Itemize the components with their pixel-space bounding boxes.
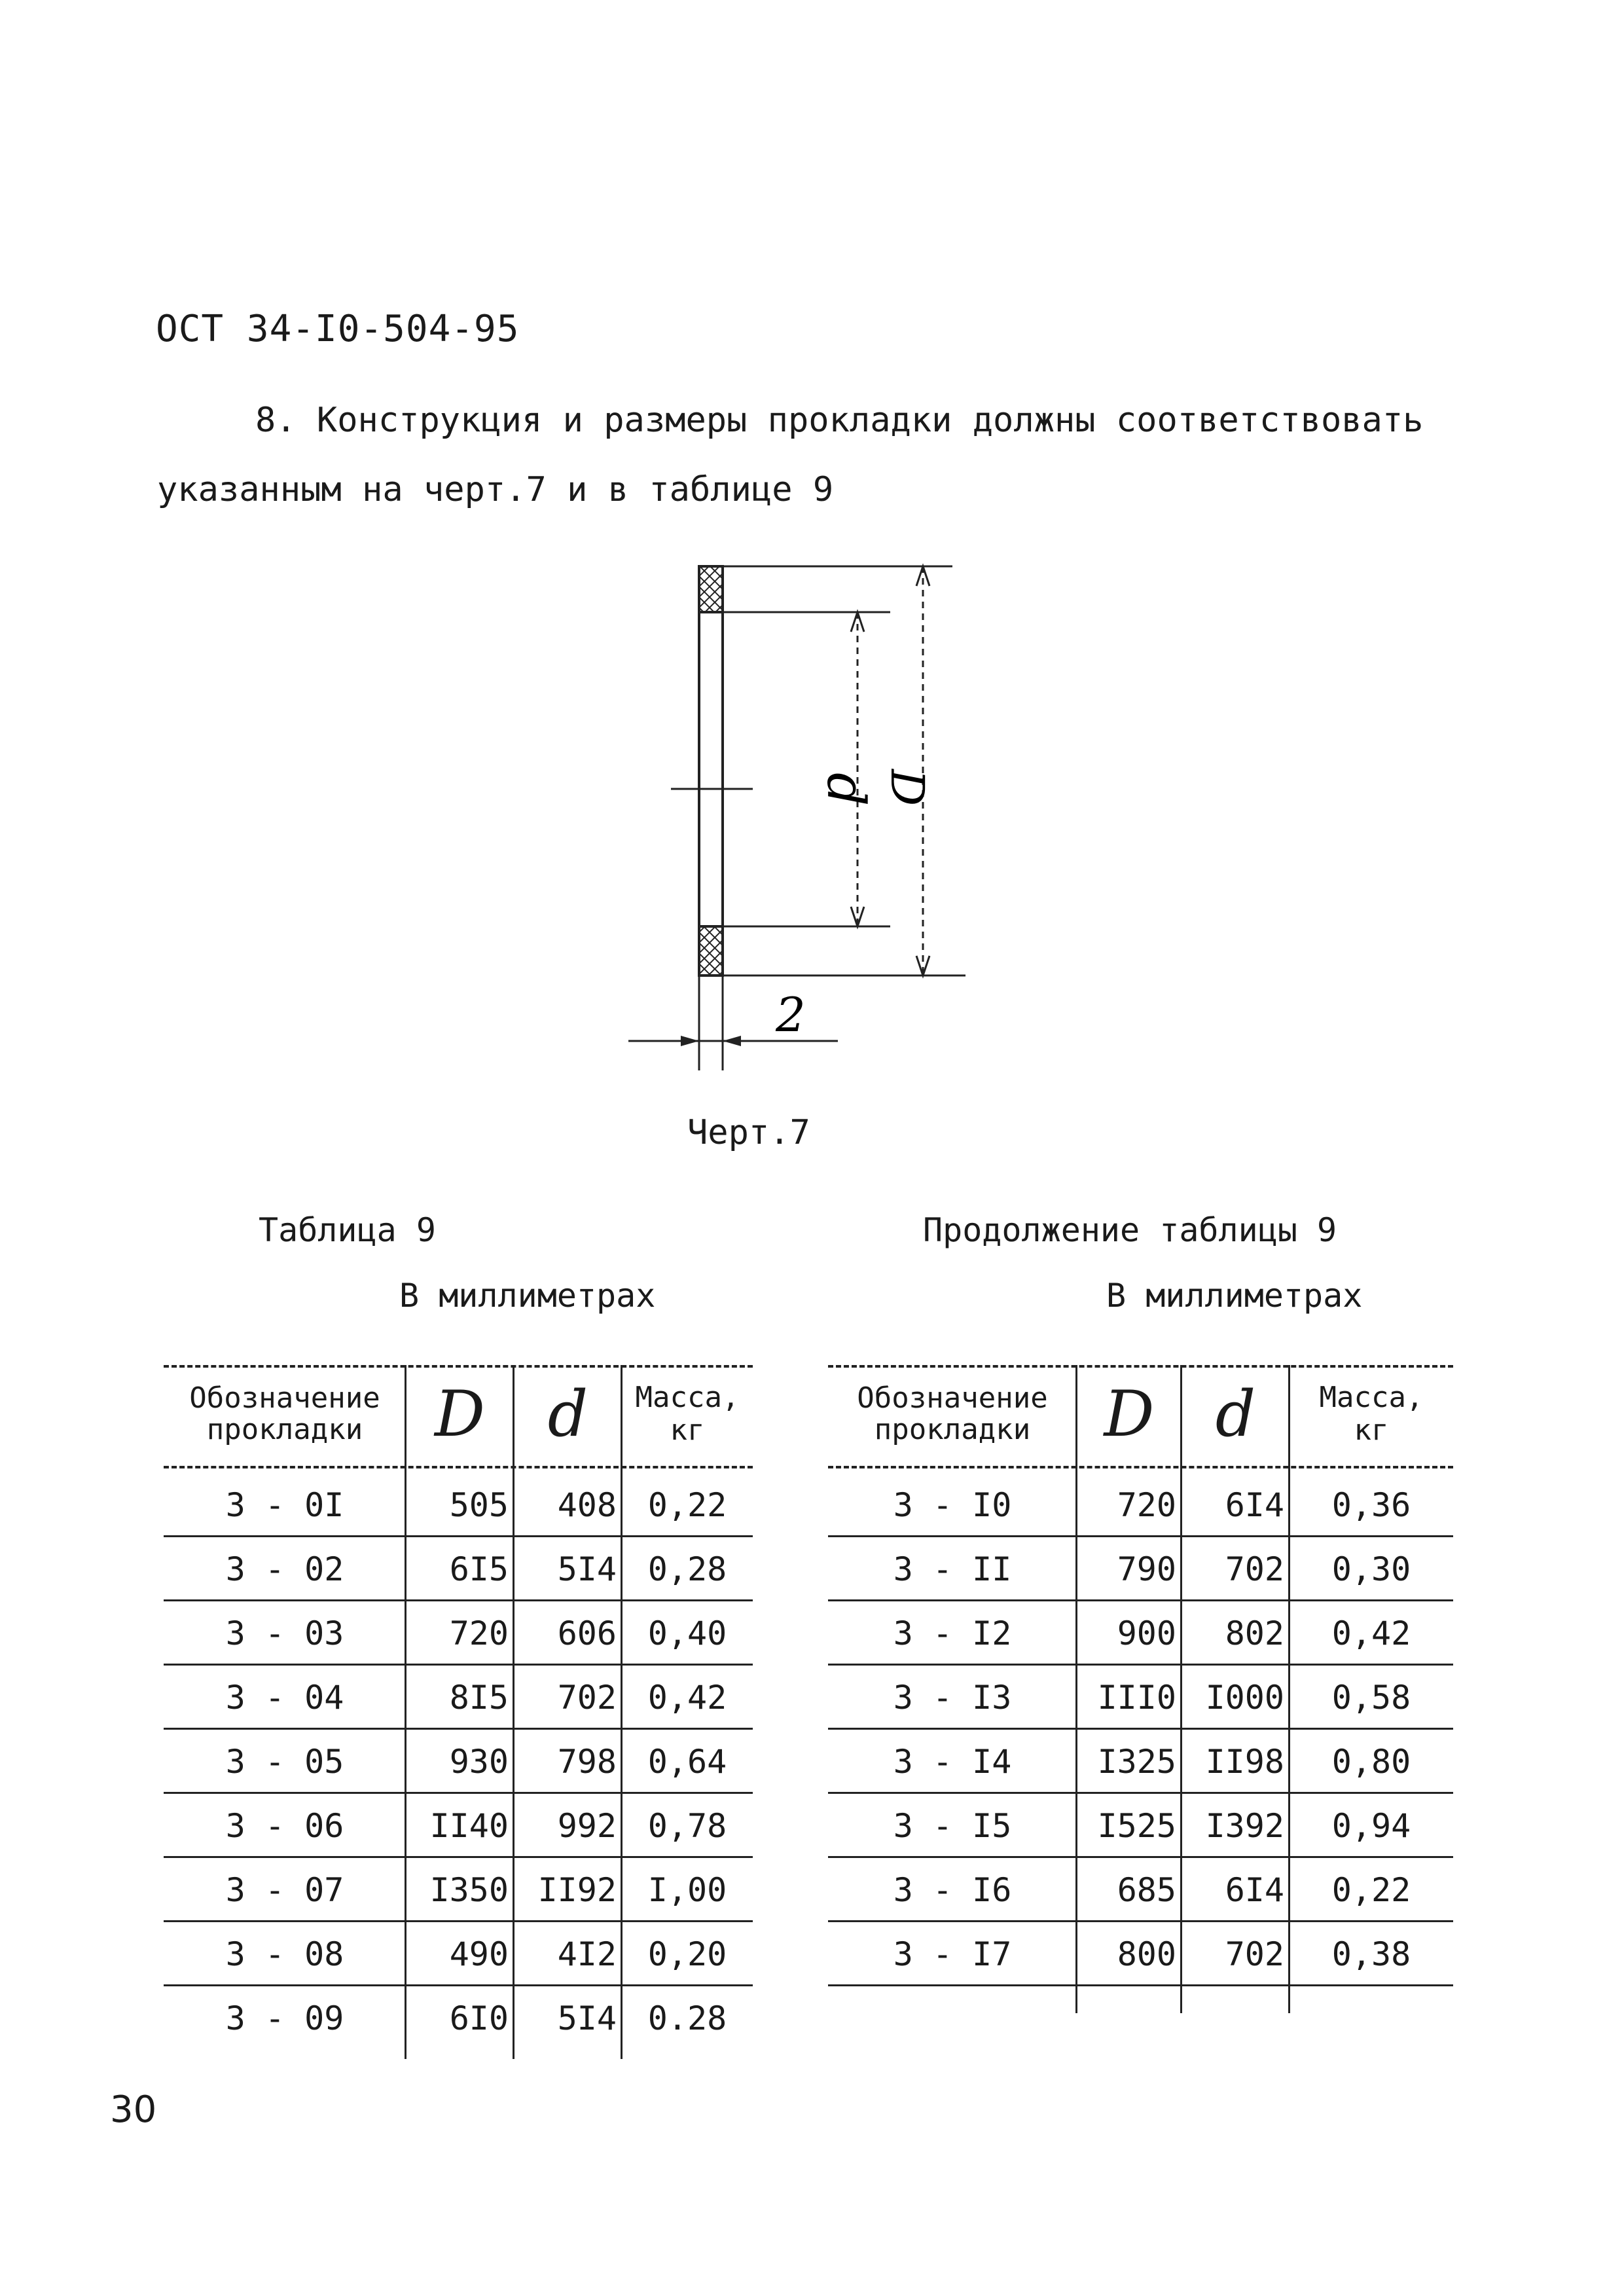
cell-D: I325 bbox=[1097, 1743, 1176, 1781]
cell-designation: 3 - I7 bbox=[893, 1935, 1012, 1973]
table-row bbox=[164, 1858, 753, 1922]
cell-D: 720 bbox=[1117, 1486, 1176, 1524]
cell-D: 505 bbox=[449, 1486, 509, 1524]
cell-mass: 0,42 bbox=[647, 1679, 727, 1717]
page-number: 30 bbox=[110, 2088, 157, 2131]
cell-designation: 3 - 0I bbox=[225, 1486, 344, 1524]
cell-designation: 3 - 03 bbox=[225, 1614, 344, 1652]
table-row bbox=[828, 1537, 1453, 1601]
table-row bbox=[164, 1986, 753, 2050]
table-row bbox=[164, 1730, 753, 1794]
cell-d: 702 bbox=[1225, 1550, 1284, 1588]
cell-d: 5I4 bbox=[557, 1999, 617, 2037]
header-d: d bbox=[1215, 1377, 1256, 1451]
cell-d: 702 bbox=[1225, 1935, 1284, 1973]
cell-d: 5I4 bbox=[557, 1550, 617, 1588]
cell-d: 6I4 bbox=[1225, 1486, 1284, 1524]
header-mass: Масса, кг bbox=[635, 1381, 740, 1447]
cell-d: 4I2 bbox=[557, 1935, 617, 1973]
cell-designation: 3 - 07 bbox=[225, 1871, 344, 1909]
cell-d: 798 bbox=[557, 1743, 617, 1781]
cell-designation: 3 - I6 bbox=[893, 1871, 1012, 1909]
table-row bbox=[828, 1794, 1453, 1858]
table-left-title: Таблица 9 bbox=[259, 1211, 436, 1249]
cell-mass: 0.28 bbox=[647, 1999, 727, 2037]
paragraph-line-1: 8. Конструкция и размеры прокладки должны соответствовать bbox=[255, 401, 1424, 440]
cell-d: 702 bbox=[557, 1679, 617, 1717]
table-left-units: В миллиметрах bbox=[399, 1277, 656, 1315]
cell-d: I392 bbox=[1205, 1807, 1284, 1845]
cell-designation: 3 - I0 bbox=[893, 1486, 1012, 1524]
cell-D: 930 bbox=[449, 1743, 509, 1781]
gasket-hatch-top bbox=[699, 566, 723, 612]
table-right-title: Продолжение таблицы 9 bbox=[923, 1211, 1337, 1249]
table-row bbox=[828, 1858, 1453, 1922]
cell-designation: 3 - 06 bbox=[225, 1807, 344, 1845]
cell-mass: 0,30 bbox=[1331, 1550, 1411, 1588]
document-code: ОСТ 34-I0-504-95 bbox=[156, 308, 520, 350]
cell-mass: 0,40 bbox=[647, 1614, 727, 1652]
table-row bbox=[828, 1473, 1453, 1537]
cell-mass: 0,42 bbox=[1331, 1614, 1411, 1652]
header-d: d bbox=[547, 1377, 588, 1451]
cell-designation: 3 - II bbox=[893, 1550, 1012, 1588]
cell-mass: 0,20 bbox=[647, 1935, 727, 1973]
cell-mass: 0,58 bbox=[1331, 1679, 1411, 1717]
table-right-units: В миллиметрах bbox=[1106, 1277, 1363, 1315]
cell-D: 685 bbox=[1117, 1871, 1176, 1909]
cell-designation: 3 - I2 bbox=[893, 1614, 1012, 1652]
cell-D: 900 bbox=[1117, 1614, 1176, 1652]
table-row bbox=[828, 1730, 1453, 1794]
cell-d: II98 bbox=[1205, 1743, 1284, 1781]
header-D: D bbox=[435, 1377, 485, 1451]
cell-d: 6I4 bbox=[1225, 1871, 1284, 1909]
table-row bbox=[164, 1601, 753, 1666]
cell-D: 6I0 bbox=[449, 1999, 509, 2037]
cell-D: 720 bbox=[449, 1614, 509, 1652]
cell-mass: 0,36 bbox=[1331, 1486, 1411, 1524]
gasket-drawing bbox=[589, 550, 1047, 1074]
table-row bbox=[164, 1666, 753, 1730]
table-row bbox=[828, 1666, 1453, 1730]
table-right bbox=[828, 1365, 1453, 2013]
cell-D: 790 bbox=[1117, 1550, 1176, 1588]
cell-mass: 0,28 bbox=[647, 1550, 727, 1588]
cell-d: II92 bbox=[537, 1871, 617, 1909]
header-designation: Обозначение прокладки bbox=[189, 1381, 380, 1446]
cell-designation: 3 - 08 bbox=[225, 1935, 344, 1973]
table-row bbox=[164, 1537, 753, 1601]
cell-D: 6I5 bbox=[449, 1550, 509, 1588]
cell-D: I350 bbox=[429, 1871, 509, 1909]
table-row bbox=[828, 1601, 1453, 1666]
label-D: D bbox=[880, 769, 934, 807]
cell-mass: 0,64 bbox=[647, 1743, 727, 1781]
cell-mass: 0,94 bbox=[1331, 1807, 1411, 1845]
cell-designation: 3 - I4 bbox=[893, 1743, 1012, 1781]
cell-mass: I,00 bbox=[647, 1871, 727, 1909]
cell-d: I000 bbox=[1205, 1679, 1284, 1717]
label-thickness: 2 bbox=[776, 987, 806, 1042]
table-row bbox=[828, 1922, 1453, 1986]
cell-designation: 3 - 04 bbox=[225, 1679, 344, 1717]
row-rule bbox=[828, 1984, 1453, 1986]
cell-d: 408 bbox=[557, 1486, 617, 1524]
cell-mass: 0,80 bbox=[1331, 1743, 1411, 1781]
table-row bbox=[164, 1794, 753, 1858]
table-left bbox=[164, 1365, 753, 2059]
cell-D: 8I5 bbox=[449, 1679, 509, 1717]
table-row bbox=[164, 1922, 753, 1986]
table-row bbox=[164, 1473, 753, 1537]
paragraph-line-2: указанным на черт.7 и в таблице 9 bbox=[157, 470, 834, 509]
gasket-outline bbox=[699, 566, 723, 975]
cell-D: 490 bbox=[449, 1935, 509, 1973]
cell-designation: 3 - 02 bbox=[225, 1550, 344, 1588]
cell-mass: 0,22 bbox=[1331, 1871, 1411, 1909]
cell-mass: 0,78 bbox=[647, 1807, 727, 1845]
cell-d: 606 bbox=[557, 1614, 617, 1652]
cell-mass: 0,38 bbox=[1331, 1935, 1411, 1973]
cell-D: II40 bbox=[429, 1807, 509, 1845]
gasket-hatch-bottom bbox=[699, 926, 723, 975]
cell-D: III0 bbox=[1097, 1679, 1176, 1717]
header-D: D bbox=[1104, 1377, 1155, 1451]
cell-D: 800 bbox=[1117, 1935, 1176, 1973]
cell-designation: 3 - 09 bbox=[225, 1999, 344, 2037]
label-d: d bbox=[816, 773, 876, 807]
cell-d: 992 bbox=[557, 1807, 617, 1845]
header-designation: Обозначение прокладки bbox=[857, 1381, 1048, 1446]
cell-designation: 3 - 05 bbox=[225, 1743, 344, 1781]
cell-mass: 0,22 bbox=[647, 1486, 727, 1524]
cell-D: I525 bbox=[1097, 1807, 1176, 1845]
cell-d: 802 bbox=[1225, 1614, 1284, 1652]
cell-designation: 3 - I3 bbox=[893, 1679, 1012, 1717]
header-mass: Масса, кг bbox=[1319, 1381, 1424, 1447]
cell-designation: 3 - I5 bbox=[893, 1807, 1012, 1845]
drawing-caption: Черт.7 bbox=[687, 1113, 810, 1152]
